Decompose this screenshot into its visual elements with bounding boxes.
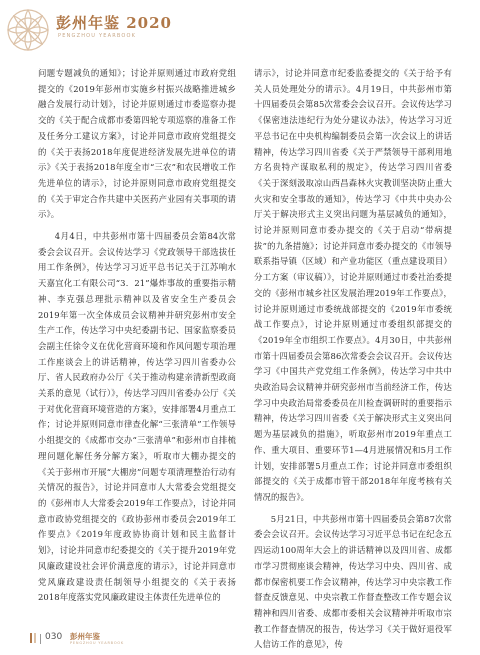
footer-marker-icon (30, 631, 40, 645)
right-column (254, 66, 452, 655)
floral-ornament-icon (4, 2, 64, 60)
left-column (38, 66, 236, 608)
page-number: 030 (45, 632, 63, 642)
yearbook-subtitle: PENGZHOU YEARBOOK (58, 33, 137, 39)
paragraph: 4月4日，中共彭州市第十四届委员会第84次常委会会议召开。会议传达学习《党政领导干部选拔任用工作条例》，传达学习习近平总书记关于江苏响水天嘉宜化工有限公司“3．21”爆炸事故的重要指示精神、李克强总理批示精神以及省安全生产委员会2019年第一次全体成员会议精神并研究彭州市安全生产工作，传达学习中央纪委副书记、国家监察委员会副主任徐令义在优化营商环境和作风问题专项治理工作座谈会上的讲话精神，传达学习四川省委办公厅、省人民政府办公厅《关于推动构建亲清新型政商关系的意见（试行）》，传达学习四川省委办公厅《关于对优化营商环境营造的方案》，安排部署4月重点工作；讨论并原则同意市律查化解“三张清单”工作领导小组提交的《成都市交办“三张清单”和彭州市自排梳理问题化解任务分解方案》，听取市大棚办提交的《关于彭州市开展“大棚房”问题专项清理整治行动有关情况的报告》，讨论并同意市人大常委会党组提交的《彭州市人大常委会2019年工作要点》，讨论并同意市政协党组提交的《政协彭州市委员会2019年工作要点》《2019年度政协协商计划和民主监督计划》，讨论并同意市纪委提交的《关于提升2019年党风廉政建设社会评价满意度的请示》，讨论并同意市党风廉政建设责任制领导小组提交的《关于表扬2018年度落实党风廉政建设主体责任先进单位的 (38, 231, 236, 603)
footer-divider (40, 634, 41, 644)
paragraph: 请示》，讨论并同意市纪委监委提交的《关于给予有关人员处理处分的请示》。4月19日，中共彭州市第十四届委员会第85次常委会会议召开。会议传达学习《保密违法违纪行为处分建议办法》，传达学习习近平总书记在中央机构编制委员会第一次会议上的讲话精神，传达学习四川省委《关于严禁领导干部利用地方名贵特产谋取私利的规定》，传达学习四川省委《关于深刻汲取凉山西昌森林火灾教训坚决防止重大火灾和安全事故的通知》，传达学习《中共中央办公厅关于解决形式主义突出问题为基层减负的通知》，讨论并原则同意市委办提交的《关于启动“带病提拔”的九条措施》；讨论并同意市委办提交的《市领导联系指导镇（区域）和产业功能区（重点建设项目）分工方案（审议稿）》，讨论并原则通过市委社治委提交的《彭州市城乡社区发展治理2019年工作要点》，讨论并原则通过市委统战部提交的《2019年市委统战工作要点》，讨论并原则通过市委组织部提交的《2019年全市组织工作要点》。4月30日，中共彭州市第十四届委员会第86次常委会会议召开。会议传达学习《中国共产党党组工作条例》，传达学习中共中央政治局会议精神并研究彭州市当前经济工作，传达学习中央政治局常委委员在川检查调研时的重要指示精神，传达学习四川省委《关于解决形式主义突出问题为基层减负的措施》，听取彭州市2019年重点工作、重大项目、重要环节1—4月进展情况和5月工作计划，安排部署5月重点工作；讨论并同意市委组织部提交的《关于成都市管干部2018年年度考核有关情况的报告》。 (254, 68, 452, 502)
page-header (0, 0, 480, 62)
page-footer (0, 630, 480, 650)
footer-title: 彭州年鉴 (70, 632, 100, 641)
paragraph: 问题专题减负的通知》；讨论并原则通过市政府党组提交的《2019年彭州市实施乡村振兴战略推进城乡融合发展行动计划》，讨论并原则通过市委巡察办提交的《关于配合成都市委第四轮专项巡察的准备工作及任务分工建议方案》，讨论并同意市政府党组提交的《关于表扬2018年度促进经济发展先进单位的请示》《关于表扬2018年度全市“三农”和农民增收工作先进单位的请示》，讨论并原则同意市政府党组提交的《关于审定合作共建中关医药产业园有关事项的请示》。 (38, 68, 236, 220)
paragraph: 5月21日，中共彭州市第十四届委员会第87次常委会会议召开。会议传达学习习近平总书记在纪念五四运动100周年大会上的讲话精神以及四川省、成都市学习贯彻座谈会精神，传达学习中央、四川省、成都市保密机要工作会议精神，传达学习中央宗教工作督查反馈意见、中央宗教工作督查整改工作专题会议精神和四川省委、成都市委相关会议精神并听取市宗教工作督查情况的报告，传达学习《关于做好退役军人信访工作的意见》，传 (254, 513, 452, 650)
footer-subtitle: PENGZHOU YEARBOOK (70, 641, 125, 645)
yearbook-title: 彭州年鉴 2020 (56, 14, 172, 32)
